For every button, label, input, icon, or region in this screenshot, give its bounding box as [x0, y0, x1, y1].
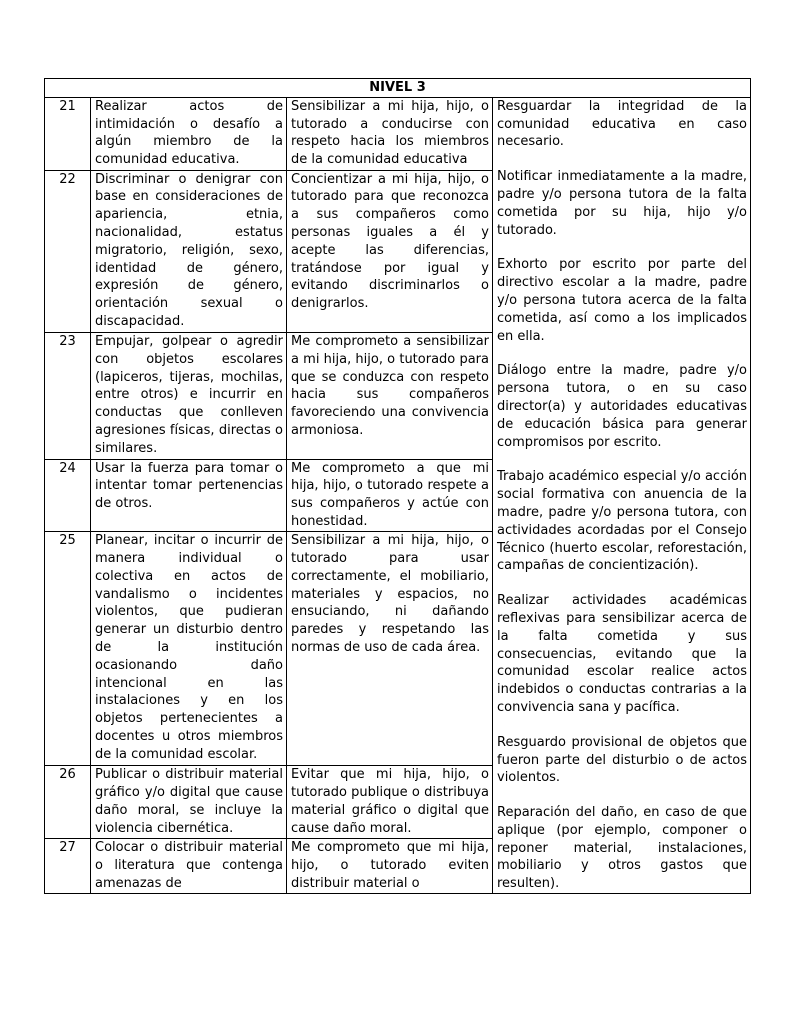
- conduct-cell: Empujar, golpear o agredir con objetos escolares (lapiceros, tijeras, mochilas, entre otros) e incurrir en conductas que conlleven agresiones físicas, directas o similares.: [91, 332, 287, 459]
- conduct-table: [44, 78, 751, 894]
- row-number: 21: [45, 97, 91, 170]
- commitment-cell: Me comprometo a sensibilizar a mi hija, hijo, o tutorado para que se conduzca con respeto hacia sus compañeros favoreciendo una convivencia armoniosa.: [287, 332, 493, 459]
- commitment-cell: Me comprometo a que mi hija, hijo, o tutorado respete a sus compañeros y actúe con honestidad.: [287, 459, 493, 532]
- row-number: 25: [45, 532, 91, 766]
- measure-item: Diálogo entre la madre, padre y/o persona tutora, o en su caso director(a) y autoridades educativas de educación básica para generar compromisos por escrito.: [497, 363, 748, 450]
- commitment-cell: Evitar que mi hija, hijo, o tutorado publique o distribuya material gráfico o digital que cause daño moral.: [287, 766, 493, 839]
- conduct-cell: Discriminar o denigrar con base en consideraciones de apariencia, etnia, nacionalidad, estatus migratorio, religión, sexo, identidad de género, expresión de género, orientación sexual o discapacidad.: [91, 170, 287, 332]
- table-row: [45, 97, 751, 170]
- row-number: 23: [45, 332, 91, 459]
- conduct-cell: Publicar o distribuir material gráfico y/o digital que cause daño moral, se incluye la violencia cibernética.: [91, 766, 287, 839]
- commitment-cell: Concientizar a mi hija, hijo, o tutorado para que reconozca a sus compañeros como personas iguales a él y acepte las diferencias, tratándose por igual y evitando discriminarlos o denigrarlos.: [287, 170, 493, 332]
- measure-item: Reparación del daño, en caso de que aplique (por ejemplo, componer o reponer material, instalaciones, mobiliario y otros gastos que resulten).: [497, 805, 748, 892]
- table-header-row: [45, 79, 751, 98]
- conduct-cell: Usar la fuerza para tomar o intentar tomar pertenencias de otros.: [91, 459, 287, 532]
- measure-item: Exhorto por escrito por parte del directivo escolar a la madre, padre y/o persona tutora acerca de la falta cometida, así como a los implicados en ella.: [497, 257, 748, 344]
- row-number: 24: [45, 459, 91, 532]
- commitment-cell: Sensibilizar a mi hija, hijo, o tutorado a conducirse con respeto hacia los miembros de la comunidad educativa: [287, 97, 493, 170]
- conduct-cell: Colocar o distribuir material o literatura que contenga amenazas de: [91, 839, 287, 894]
- measure-item: Trabajo académico especial y/o acción social formativa con anuencia de la madre, padre y/o persona tutora, con actividades acordadas por el Consejo Técnico (huerto escolar, reforestación, campañas de concientización).: [497, 469, 748, 574]
- measure-item: Resguardo provisional de objetos que fueron parte del disturbio o de actos violentos.: [497, 734, 748, 786]
- row-number: 22: [45, 170, 91, 332]
- commitment-cell: Sensibilizar a mi hija, hijo, o tutorado para usar correctamente, el mobiliario, materiales y espacios, no ensuciando, ni dañando paredes y respetando las normas de uso de cada área.: [287, 532, 493, 766]
- row-number: 26: [45, 766, 91, 839]
- commitment-cell: Me comprometo que mi hija, hijo, o tutorado eviten distribuir material o: [287, 839, 493, 894]
- conduct-cell: Planear, incitar o incurrir de manera individual o colectiva en actos de vandalismo o incidentes violentos, que pudieran generar un disturbio dentro de la institución ocasionando daño intencional en las instalaciones y en los objetos pertenecientes a docentes u otros miembros de la comunidad escolar.: [91, 532, 287, 766]
- level-header: NIVEL 3: [45, 79, 751, 98]
- measure-item: Realizar actividades académicas reflexivas para sensibilizar acerca de la falta cometida y sus consecuencias, evitando que la comunidad escolar realice actos indebidos o conductas contrarias a la convivencia sana y pacífica.: [497, 593, 748, 715]
- conduct-cell: Realizar actos de intimidación o desafío a algún miembro de la comunidad educativa.: [91, 97, 287, 170]
- row-number: 27: [45, 839, 91, 894]
- measure-item: Notificar inmediatamente a la madre, padre y/o persona tutora de la falta cometida por su hija, hijo y/o tutorado.: [497, 169, 748, 238]
- measure-item: Resguardar la integridad de la comunidad educativa en caso necesario.: [497, 98, 748, 150]
- document-page: [44, 78, 751, 894]
- measures-cell: [493, 97, 751, 893]
